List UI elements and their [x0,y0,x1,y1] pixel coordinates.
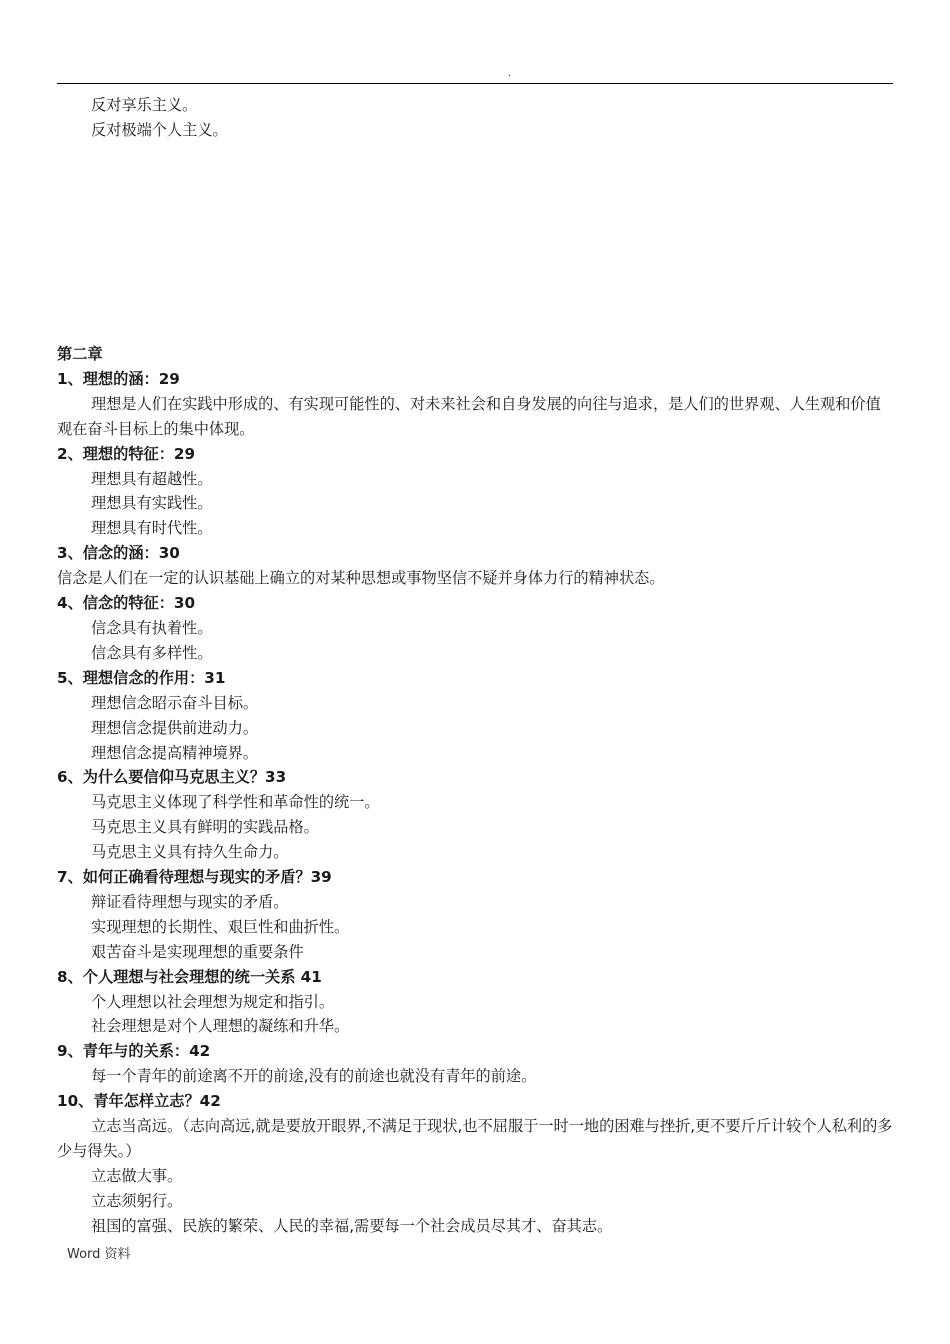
list-item: 个人理想以社会理想为规定和指引。 [91,992,334,1011]
section-paragraph: 理想是人们在实践中形成的、有实现可能性的、对未来社会和自身发展的向往与追求，是人们的世界观、人生观和价值观在奋斗目标上的集中体现。 [57,394,881,438]
section-heading: 9、青年与的关系：42 [57,1042,211,1061]
list-item: 艰苦奋斗是实现理想的重要条件 [91,942,304,961]
chapter-content [57,342,893,1239]
chapter-title: 第二章 [57,345,103,363]
section-heading: 7、如何正确看待理想与现实的矛盾？39 [57,868,332,887]
list-item: 理想信念提高精神境界。 [91,743,259,762]
list-item: 理想具有实践性。 [91,494,213,513]
intro-line: 反对享乐主义。 [91,96,198,114]
section-heading: 10、青年怎样立志？42 [57,1092,221,1111]
intro-block [57,93,893,143]
list-item: 社会理想是对个人理想的凝练和升华。 [91,1017,350,1036]
list-item: 理想信念提供前进动力。 [91,718,259,737]
list-item: 马克思主义体现了科学性和革命性的统一。 [91,793,380,812]
list-item: 理想具有超越性。 [91,469,213,488]
section-text: 信念是人们在一定的认识基础上确立的对某种思想或事物坚信不疑并身体力行的精神状态。 [57,569,665,588]
list-item: 每一个青年的前途离不开的前途,没有的前途也就没有青年的前途。 [91,1067,537,1086]
section-paragraph: 立志当高远。（志向高远,就是要放开眼界,不满足于现状,也不屈服于一时一地的困难与挫折,更不要斤斤计较个人私利的多少与得失。） [57,1117,893,1160]
section-heading: 6、为什么要信仰马克思主义？33 [57,768,287,787]
list-item: 理想具有时代性。 [91,519,213,538]
section-heading: 2、理想的特征：29 [57,444,196,463]
section-heading: 5、理想信念的作用：31 [57,668,226,687]
section-heading: 1、理想的涵：29 [57,369,180,388]
list-item: 祖国的富强、民族的繁荣、人民的幸福,需要每一个社会成员尽其才、奋其志。 [91,1216,613,1235]
list-item: 信念具有多样性。 [91,643,213,662]
section-heading: 3、信念的涵：30 [57,544,180,563]
list-item: 信念具有执着性。 [91,618,213,637]
section-heading: 8、个人理想与社会理想的统一关系 41 [57,967,322,986]
page-footer: Word 资料 [67,1247,131,1262]
list-item: 立志须躬行。 [91,1191,183,1210]
header-mark: . [508,68,512,79]
list-item: 实现理想的长期性、艰巨性和曲折性。 [91,917,350,936]
header-rule [57,83,893,84]
list-item: 马克思主义具有鲜明的实践品格。 [91,818,319,837]
list-item: 理想信念昭示奋斗目标。 [91,693,259,712]
section-heading: 4、信念的特征：30 [57,594,196,613]
list-item: 辩证看待理想与现实的矛盾。 [91,892,289,911]
intro-line: 反对极端个人主义。 [91,120,228,139]
list-item: 马克思主义具有持久生命力。 [91,843,289,862]
list-item: 立志做大事。 [91,1166,183,1185]
